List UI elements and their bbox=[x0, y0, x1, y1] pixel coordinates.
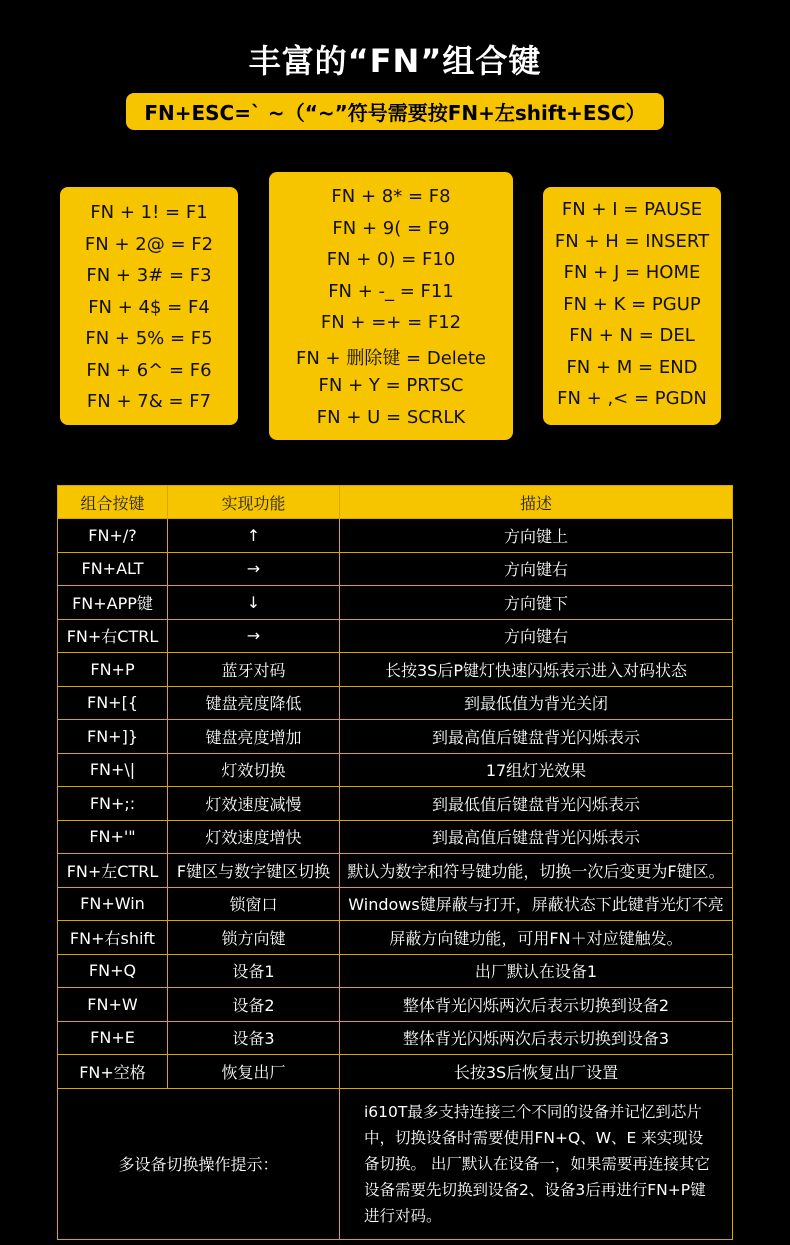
description-cell: 方向键右 bbox=[340, 619, 733, 653]
function-cell: → bbox=[168, 619, 340, 653]
key-combo-cell: FN+'" bbox=[58, 820, 168, 854]
fn-combo-table bbox=[57, 485, 733, 1240]
description-cell: 屏蔽方向键功能，可用FN＋对应键触发。 bbox=[340, 921, 733, 955]
key-combo-cell: FN+]} bbox=[58, 720, 168, 754]
table-row bbox=[58, 753, 733, 787]
header-key-combo: 组合按键 bbox=[58, 486, 168, 519]
key-combo-cell: FN+P bbox=[58, 653, 168, 687]
key-combo-cell: FN+;: bbox=[58, 787, 168, 821]
shortcut-line: FN + 删除键 = Delete bbox=[295, 347, 486, 369]
shortcut-line: FN + N = DEL bbox=[569, 325, 695, 346]
description-cell: 长按3S后P键灯快速闪烁表示进入对码状态 bbox=[340, 653, 733, 687]
description-cell: 出厂默认在设备1 bbox=[340, 954, 733, 988]
function-cell: 蓝牙对码 bbox=[168, 653, 340, 687]
shortcut-line: FN + I = PAUSE bbox=[561, 199, 703, 220]
shortcut-line: FN + H = INSERT bbox=[554, 230, 710, 252]
fn-f1-f7-panel bbox=[60, 187, 238, 425]
table-row bbox=[58, 820, 733, 854]
shortcut-line: FN + =+ = F12 bbox=[320, 312, 462, 333]
description-cell: 方向键下 bbox=[340, 586, 733, 620]
note-text: i610T最多支持连接三个不同的设备并记忆到芯片中，切换设备时需要使用FN+Q、W、E 来实现设备切换。 出厂默认在设备一，如果需要再连接其它设备需要先切换到设备2、设备3后再进行FN+P键进行对码。 bbox=[340, 1088, 733, 1239]
description-cell: 到最高值后键盘背光闪烁表示 bbox=[340, 820, 733, 854]
table-row bbox=[58, 988, 733, 1022]
function-cell: 键盘亮度降低 bbox=[168, 686, 340, 720]
description-cell: 整体背光闪烁两次后表示切换到设备2 bbox=[340, 988, 733, 1022]
key-combo-cell: FN+ALT bbox=[58, 552, 168, 586]
header-description: 描述 bbox=[340, 486, 733, 519]
function-cell: ↓ bbox=[168, 586, 340, 620]
shortcut-line: FN + J = HOME bbox=[563, 262, 701, 283]
description-cell: 整体背光闪烁两次后表示切换到设备3 bbox=[340, 1021, 733, 1055]
description-cell: 到最低值为背光关闭 bbox=[340, 686, 733, 720]
table-row bbox=[58, 686, 733, 720]
shortcut-line: FN + 6^ = F6 bbox=[86, 359, 212, 381]
shortcut-line: FN + 5% = F5 bbox=[85, 328, 213, 349]
description-cell: 长按3S后恢复出厂设置 bbox=[340, 1055, 733, 1089]
shortcut-line: FN + 7& = F7 bbox=[86, 391, 212, 412]
function-cell: ↑ bbox=[168, 519, 340, 553]
shortcut-line: FN + 8* = F8 bbox=[331, 186, 451, 207]
function-cell: F键区与数字键区切换 bbox=[168, 854, 340, 888]
function-cell: 灯效速度减慢 bbox=[168, 787, 340, 821]
table-row bbox=[58, 720, 733, 754]
function-cell: 恢复出厂 bbox=[168, 1055, 340, 1089]
description-cell: 方向键上 bbox=[340, 519, 733, 553]
shortcut-line: FN + 9( = F9 bbox=[332, 217, 450, 239]
table-row bbox=[58, 954, 733, 988]
description-cell: 17组灯光效果 bbox=[340, 753, 733, 787]
table-row bbox=[58, 619, 733, 653]
key-combo-cell: FN+左CTRL bbox=[58, 854, 168, 888]
table-row bbox=[58, 1055, 733, 1089]
shortcut-line: FN + ,< = PGDN bbox=[557, 388, 707, 409]
key-combo-cell: FN+/? bbox=[58, 519, 168, 553]
shortcut-line: FN + U = SCRLK bbox=[316, 406, 466, 428]
key-combo-cell: FN+W bbox=[58, 988, 168, 1022]
description-cell: 默认为数字和符号键功能，切换一次后变更为F键区。 bbox=[340, 854, 733, 888]
key-combo-cell: FN+右CTRL bbox=[58, 619, 168, 653]
shortcut-line: FN + 3# = F3 bbox=[86, 265, 212, 286]
shortcut-line: FN + 4$ = F4 bbox=[88, 296, 210, 318]
key-combo-cell: FN+E bbox=[58, 1021, 168, 1055]
shortcut-line: FN + -_ = F11 bbox=[328, 280, 454, 302]
note-row bbox=[58, 1088, 733, 1239]
table-row bbox=[58, 1021, 733, 1055]
key-combo-cell: FN+空格 bbox=[58, 1055, 168, 1089]
table-header-row bbox=[58, 486, 733, 519]
function-cell: 锁窗口 bbox=[168, 887, 340, 921]
shortcut-line: FN + 2@ = F2 bbox=[84, 233, 214, 255]
shortcut-line: FN + Y = PRTSC bbox=[318, 375, 464, 396]
header-function: 实现功能 bbox=[168, 486, 340, 519]
function-cell: 灯效切换 bbox=[168, 753, 340, 787]
function-cell: → bbox=[168, 552, 340, 586]
table-row bbox=[58, 787, 733, 821]
key-combo-cell: FN+右shift bbox=[58, 921, 168, 955]
description-cell: 到最高值后键盘背光闪烁表示 bbox=[340, 720, 733, 754]
function-cell: 键盘亮度增加 bbox=[168, 720, 340, 754]
key-combo-cell: FN+APP键 bbox=[58, 586, 168, 620]
key-combo-cell: FN+Q bbox=[58, 954, 168, 988]
table-row bbox=[58, 586, 733, 620]
table-row bbox=[58, 552, 733, 586]
function-cell: 设备3 bbox=[168, 1021, 340, 1055]
function-cell: 设备2 bbox=[168, 988, 340, 1022]
key-combo-cell: FN+Win bbox=[58, 887, 168, 921]
table-row bbox=[58, 921, 733, 955]
page-title: 丰富的“FN”组合键 bbox=[248, 42, 542, 80]
function-cell: 设备1 bbox=[168, 954, 340, 988]
description-cell: Windows键屏蔽与打开，屏蔽状态下此键背光灯不亮 bbox=[340, 887, 733, 921]
shortcut-line: FN + 1! = F1 bbox=[90, 202, 208, 223]
function-cell: 灯效速度增快 bbox=[168, 820, 340, 854]
key-combo-cell: FN+\| bbox=[58, 753, 168, 787]
shortcut-line: FN + M = END bbox=[566, 356, 698, 378]
shortcut-line: FN + 0) = F10 bbox=[326, 249, 456, 270]
description-cell: 到最低值后键盘背光闪烁表示 bbox=[340, 787, 733, 821]
key-combo-cell: FN+[{ bbox=[58, 686, 168, 720]
fn-esc-banner: FN+ESC=` ~（“~”符号需要按FN+左shift+ESC） bbox=[126, 93, 664, 130]
table-row bbox=[58, 854, 733, 888]
fn-pause-pgdn-panel bbox=[543, 187, 721, 425]
table-row bbox=[58, 519, 733, 553]
table-row bbox=[58, 653, 733, 687]
description-cell: 方向键右 bbox=[340, 552, 733, 586]
table-row bbox=[58, 887, 733, 921]
fn-f8-scrlk-panel bbox=[269, 172, 513, 440]
shortcut-line: FN + K = PGUP bbox=[563, 293, 701, 315]
function-cell: 锁方向键 bbox=[168, 921, 340, 955]
note-label: 多设备切换操作提示： bbox=[58, 1088, 340, 1239]
